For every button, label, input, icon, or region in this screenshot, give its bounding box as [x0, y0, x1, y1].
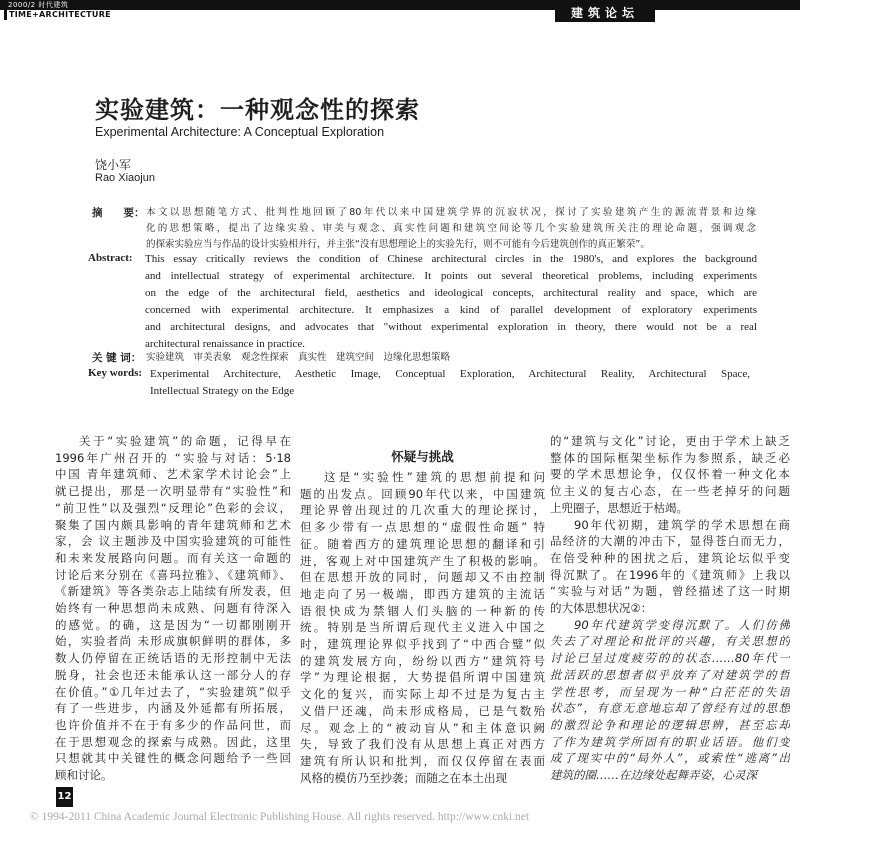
- column3-line: 品经济的大潮的冲击下，显得苍白而无力，: [550, 534, 790, 549]
- column3-line: 在倍受种种的困扰之后，建筑论坛似乎变: [550, 550, 790, 565]
- keywords-cn: 实验建筑 审美表象 观念性探索 真实性 建筑空间 边缘化思想策略: [146, 352, 451, 363]
- column1-line: 关于“实验建筑”的命题，记得早在: [79, 434, 291, 448]
- column3-line: 90年代初期，建筑学的学术思想在商: [574, 517, 790, 532]
- abstract-line-cn: 本文以思想随笔方式、批判性地回顾了80年代以来中国建筑学界的沉寂状况，探讨了实验建筑产生的源流背景和边缘: [146, 207, 756, 218]
- column3-line: 状态”，有意无意地忘却了曾经有过的思想: [550, 701, 790, 716]
- journal-issue: 2000/2 时代建筑: [8, 1, 69, 9]
- column3-line: 学性思考，而呈现为一种“白茫茫的失语: [550, 684, 790, 699]
- column3-line: 建筑的圈……在边缘处起舞弄姿，心灵深: [550, 768, 757, 782]
- abstract-line-en: and architectural designs, and advocates that "without experimental exploration in theory, there would not be a real: [145, 321, 757, 333]
- column3-line: 讨论已呈过度疲劳的的状态……80年代一: [550, 651, 790, 666]
- keywords-line-en: Experimental Architecture, Aesthetic Image, Conceptual Exploration, Architectural Reality, Architectural Space,: [150, 368, 750, 380]
- author-name-cn: 饶小军: [95, 158, 132, 172]
- column2-line: 统。特别是当所谓后现代主义进入中国之: [300, 620, 545, 635]
- abstract-line-cn: 化的思想策略，提出了边缘实验、审美与观念、真实性问题和建筑空间论等几个实验建筑所关注的理论命题，强调观念: [146, 223, 756, 234]
- section-heading: 怀疑与挑战: [391, 449, 454, 464]
- abstract-line-en: architectural renaissance in practice.: [145, 338, 306, 350]
- abstract-line-en: and intellectual strategy of experimental architecture. It points out several theoretical problems, including experiments: [145, 270, 757, 282]
- column3-line: 位主义的复古心态，在一些老掉牙的问题: [550, 484, 790, 499]
- column3-line: 上兜圈子，思想近于枯竭。: [550, 500, 688, 515]
- column2-line: 风格的模仿乃至抄袭；而随之在本土出现: [300, 770, 507, 785]
- section-tag: 建筑论坛: [555, 0, 655, 22]
- column2-line: 的建筑发展方向，纷纷以西方“建筑符号: [300, 653, 545, 668]
- column3-line: 得沉默了。在1996年的《建筑师》上我以: [550, 567, 790, 582]
- column2-line: 失，导致了我们没有从思想上真正对西方: [300, 737, 545, 752]
- column2-line: 征。随着西方的建筑理论思想的翻译和引: [300, 536, 545, 551]
- column1-line: 家，会 议主题涉及中国实验建筑的可能性: [55, 534, 291, 549]
- column3-line: 的“建筑与文化”讨论，更由于学术上缺乏: [550, 434, 790, 448]
- column1-line: 顾和讨论。: [55, 768, 113, 782]
- column2-line: 时，建筑理论界似乎找到了“中西合璧”似: [300, 637, 545, 651]
- column1-line: 1996年广州召开的 “实验与对话：5·18: [55, 450, 291, 465]
- page-number: 12: [56, 787, 73, 807]
- author-name-en: Rao Xiaojun: [95, 172, 155, 184]
- article-subtitle: Experimental Architecture: A Conceptual Exploration: [95, 125, 385, 139]
- column3-line: 90年代建筑学变得沉默了。人们仿佛: [574, 617, 790, 632]
- column1-line: 只想就其中关键性的概念问题给予一些回: [55, 751, 291, 766]
- column1-line: 在于思想观念的探索与成熟。因此，这里: [55, 734, 291, 749]
- header-bar: [0, 0, 800, 10]
- column3-line: 的大体思想状况②：: [550, 601, 653, 615]
- copyright-footer: © 1994-2011 China Academic Journal Electronic Publishing House. All rights reserved. http://www.cnki.net: [30, 811, 530, 823]
- journal-logo: TIME+ARCHITECTURE: [4, 10, 111, 20]
- column2-line: 进，客观上对中国建筑产生了积极的影响。: [300, 553, 545, 568]
- column1-line: 的感觉。的确，这是因为“一切都刚刚开: [55, 617, 291, 632]
- column2-line: 题的出发点。回顾90年代以来，中国建筑: [300, 486, 545, 501]
- column2-line: 但在思想开放的同时，问题却又不由控制: [300, 570, 545, 585]
- column1-line: 聚集了国内颇具影响的青年建筑师和艺术: [55, 517, 291, 532]
- column2-line: 义借尸还魂，尚未形成格局，已是气数殆: [300, 703, 545, 718]
- column1-line: “前卫性”以及强烈“反理论”色彩的会议，: [55, 500, 291, 515]
- keywords-line-en: Intellectual Strategy on the Edge: [150, 385, 295, 397]
- article-title: 实验建筑：一种观念性的探索: [95, 96, 420, 124]
- column1-line: 有了一些进步，内涵及外延都有所拓展，: [55, 701, 291, 716]
- column1-line: 数人仍停留在正统话语的无形控制中无法: [55, 651, 291, 666]
- column2-line: 学”为理论根据，大势提倡所谓中国建筑: [300, 670, 545, 685]
- abstract-line-en: on the edge of the architectural field, aesthetics and ideological concepts, architectural reality and space, which are: [145, 287, 757, 299]
- column1-line: 始终有一种思想尚未成熟、问题有待深入: [55, 601, 291, 615]
- keywords-label-cn: 关 键 词：: [92, 352, 142, 364]
- column1-line: 也许价值并不在于有多少的作品问世，而: [55, 717, 291, 732]
- column3-line: “实验与对话”为题，曾经描述了这一时期: [550, 584, 790, 599]
- column3-line: 整体的国际框架坐标作为参照系，缺乏必: [550, 450, 790, 465]
- column3-line: 了作为建筑学所固有的职业话语。他们变: [550, 734, 790, 749]
- column2-line: 文化的复兴，而实际上却不过是为复古主: [300, 687, 545, 702]
- abstract-line-cn: 的探索实验应当与作品的设计实验相并行，并主张“没有思想理论上的实验先行，则不可能有今后建筑创作的真正繁荣”。: [146, 239, 650, 250]
- column3-line: 失去了对理论和批评的兴趣，有关思想的: [550, 634, 790, 649]
- abstract-label-en: Abstract:: [88, 252, 133, 264]
- keywords-label-en: Key words:: [88, 367, 143, 379]
- column3-line: 要的学术思想论争，仅仅怀着一种文化本: [550, 467, 790, 482]
- column2-line: 这是“实验性”建筑的思想前提和问: [324, 470, 545, 484]
- column3-line: 的激烈论争和理论的逻辑思辨，甚至忘却: [550, 717, 790, 732]
- abstract-line-en: This essay critically reviews the condition of Chinese architectural circles in the 1980's, and explores the background: [145, 253, 757, 265]
- column2-line: 地走向了另一极端，即西方建筑的主流话: [300, 586, 545, 601]
- column1-line: 中国 青年建筑师、艺术家学术讨论会”上: [55, 467, 291, 482]
- column2-line: 语很快成为禁锢人们头脑的一种新的传: [300, 603, 545, 618]
- column1-line: 在价值。”①几年过去了，“实验建筑”似乎: [55, 684, 291, 699]
- column1-line: 始，实验者尚 未形成旗帜鲜明的群体，多: [55, 634, 291, 649]
- column1-line: 讨论后来分别在《喜玛拉雅》、《建筑师》、: [55, 567, 291, 582]
- abstract-label-cn: 摘 要：: [92, 207, 145, 219]
- column2-line: 尽。观念上的“被动盲从”和主体意识阙: [300, 720, 545, 735]
- column2-line: 建筑有所认识和批判，而仅仅停留在表面: [300, 753, 545, 768]
- column1-line: 脱身，社会也还未能承认这一部分人的存: [55, 667, 291, 682]
- abstract-line-en: concerned with experimental architecture. It emphasizes a kind of parallel development of exploratory experiments: [145, 304, 757, 316]
- column1-line: 就已提出，那是一次明显带有“实验性”和: [55, 484, 291, 499]
- column2-line: 但多少带有一点思想的“虚假性命题” 特: [300, 520, 545, 535]
- column3-line: 批活跃的思想者似乎放弃了对建筑学的哲: [550, 667, 790, 682]
- column3-line: 成了现实中的“局外人”，或索性“逃离”出: [550, 751, 790, 766]
- column1-line: 《新建筑》等各类杂志上陆续有所发表，但: [55, 584, 291, 599]
- column2-line: 理论界曾出现过的几次重大的理论探讨，: [300, 503, 545, 518]
- column1-line: 和未来发展路向问题。而有关这一命题的: [55, 550, 291, 565]
